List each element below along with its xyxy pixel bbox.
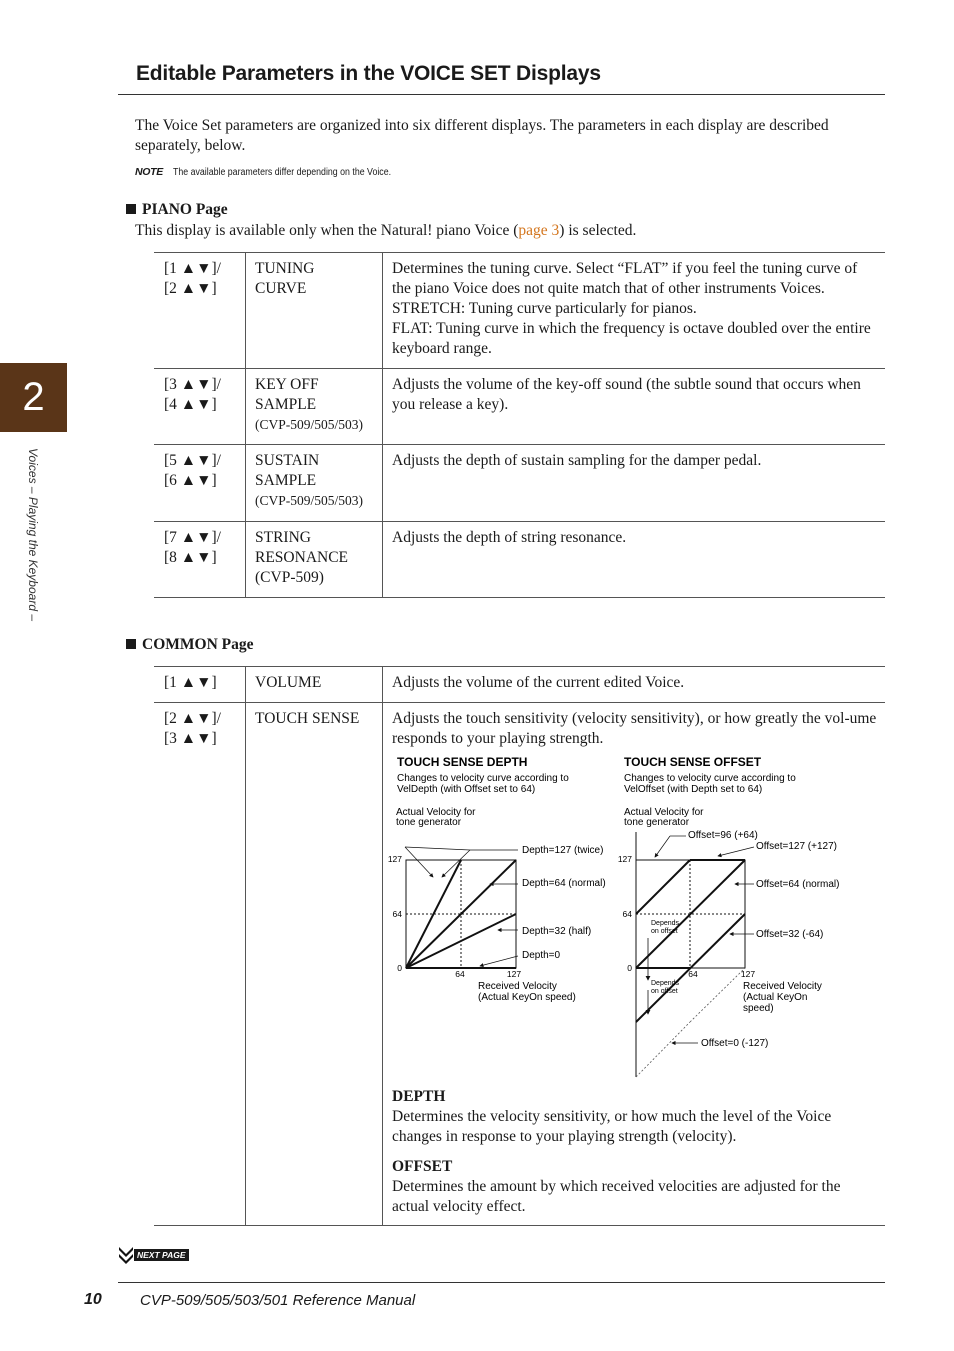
button-label: [8 ▲▼] [164,549,217,566]
offset-label: Offset=96 (+64) [688,830,758,841]
button-label: [6 ▲▼] [164,472,217,489]
offset-description: Determines the amount by which received velocities are adjusted for the actual velocity effect. [392,1178,841,1215]
piano-page-heading [126,201,228,219]
parameter-cell [246,253,383,369]
button-label: [2 ▲▼] [164,280,217,297]
depth-chart-subtitle: Changes to velocity curve according to [397,773,569,784]
piano-desc-text-end: ) is selected. [559,222,637,239]
button-cell [154,445,246,522]
parameter-name: TUNING [255,260,315,277]
offset-label: Offset=32 (-64) [756,929,824,940]
button-cell [154,703,246,1226]
offset-chart-subtitle: VelOffset (with Depth set to 64) [624,784,763,795]
button-label: [1 ▲▼] [154,667,246,703]
y-axis-label: Actual Velocity for [624,807,704,818]
description-text: Adjusts the touch sensitivity (velocity sensitivity), or how greatly the vol-ume responds to your playing strength. [392,710,877,747]
square-bullet-icon [126,204,136,214]
x-tick: 64 [455,969,465,979]
depth-heading: DEPTH [392,1088,446,1105]
x-axis-label: Received Velocity [478,981,557,992]
button-label: [7 ▲▼]/ [164,529,221,546]
button-label: [4 ▲▼] [164,396,217,413]
touch-sense-diagram [380,752,870,1082]
depends-note: on offset [651,988,678,995]
description-text: Adjusts the volume of the key-off sound (the subtle sound that occurs when you release a key). [392,376,861,413]
description-cell [383,522,886,598]
button-label: [5 ▲▼]/ [164,452,221,469]
x-axis-label: speed) [743,1003,774,1014]
x-axis-label: (Actual KeyOn speed) [478,992,576,1003]
description-text: Adjusts the volume of the current edited Voice. [383,667,886,703]
model-note: (CVP-509/505/503) [255,493,363,508]
x-axis-label: Received Velocity [743,981,822,992]
intro-paragraph: The Voice Set parameters are organized into six different displays. The parameters in each display are described separately, below. [135,117,829,154]
offset-label: Offset=127 (+127) [756,841,837,852]
description-text: Adjusts the depth of string resonance. [392,529,627,546]
chapter-side-title: Voices – Playing the Keyboard – [26,448,40,621]
common-heading-text: COMMON Page [142,636,254,653]
chapter-tab: 2 [0,363,67,432]
description-cell [383,369,886,445]
parameter-name: VOLUME [246,667,383,703]
next-page-label: NEXT PAGE [134,1249,189,1261]
parameter-name: SUSTAIN [255,452,320,469]
y-tick: 0 [627,963,632,973]
table-row [154,667,885,703]
depth-description: Determines the velocity sensitivity, or how much the level of the Voice changes in response to your playing strength (velocity). [392,1108,832,1145]
button-label: [2 ▲▼]/ [164,710,221,727]
page-title: Editable Parameters in the VOICE SET Displays [136,62,601,85]
x-tick: 64 [688,969,698,979]
depth-label: Depth=127 (twice) [522,845,604,856]
page-link[interactable]: page 3 [518,222,560,239]
piano-page-description [135,222,636,240]
y-axis-label: tone generator [396,817,462,828]
footer-divider [118,1282,885,1283]
piano-desc-text: This display is available only when the Natural! piano Voice ( [135,222,519,239]
note-text: The available parameters differ depending on the Voice. [172,167,392,178]
offset-chart-title: TOUCH SENSE OFFSET [624,755,762,769]
depth-chart-subtitle: VelDepth (with Offset set to 64) [397,784,536,795]
description-cell [383,253,886,369]
note-label: NOTE [135,166,163,178]
description-cell [383,445,886,522]
button-label: [3 ▲▼]/ [164,376,221,393]
next-page-marker[interactable] [118,1246,189,1266]
parameter-name: RESONANCE [255,549,349,566]
piano-parameter-table [154,252,885,598]
description-text: FLAT: Tuning curve in which the frequency is octave doubled over the entire keyboard range. [392,320,871,357]
description-text: Determines the tuning curve. Select “FLAT” if you feel the tuning curve of the piano Voice does not quite match that of other instruments Voices. [392,260,858,297]
y-tick: 0 [397,963,402,973]
x-tick: 127 [740,969,756,979]
square-bullet-icon [126,639,136,649]
depth-label: Depth=32 (half) [522,926,592,937]
button-label: [1 ▲▼]/ [164,260,221,277]
offset-chart [618,755,840,1077]
offset-chart-subtitle: Changes to velocity curve according to [624,773,796,784]
parameter-name: SAMPLE [255,472,317,489]
y-tick: 127 [387,854,402,864]
button-cell [154,522,246,598]
parameter-cell [246,445,383,522]
depends-note: Depends [651,920,680,927]
depends-note: Depends [651,980,680,987]
y-tick: 127 [617,854,632,864]
offset-heading: OFFSET [392,1158,453,1175]
parameter-cell [246,369,383,445]
depth-label: Depth=64 (normal) [522,878,606,889]
description-text: STRETCH: Tuning curve particularly for pianos. [392,300,697,317]
depends-note: on offset [651,928,678,935]
parameter-name: TOUCH SENSE [246,703,383,1226]
page-number: 10 [84,1291,102,1308]
title-divider [118,94,885,95]
parameter-name: SAMPLE [255,396,317,413]
model-note: (CVP-509) [255,569,324,586]
offset-label: Offset=0 (-127) [701,1038,769,1049]
depth-label: Depth=0 [522,950,561,961]
parameter-cell [246,522,383,598]
y-tick: 64 [392,909,402,919]
y-axis-label: tone generator [624,817,690,828]
model-note: (CVP-509/505/503) [255,417,363,432]
offset-label: Offset=64 (normal) [756,879,840,890]
button-cell [154,253,246,369]
button-label: [3 ▲▼] [164,730,217,747]
piano-heading-text: PIANO Page [142,201,228,218]
parameter-name: KEY OFF [255,376,319,393]
common-page-heading [126,636,253,654]
y-tick: 64 [622,909,632,919]
table-row [154,522,885,598]
x-axis-label: (Actual KeyOn [743,992,808,1003]
double-chevron-down-icon [118,1246,134,1266]
button-cell [154,369,246,445]
description-text: Adjusts the depth of sustain sampling for the damper pedal. [392,452,762,469]
table-row [154,369,885,445]
note [135,166,421,178]
parameter-name: STRING [255,529,311,546]
depth-chart [388,755,606,1003]
manual-title: CVP-509/505/503/501 Reference Manual [140,1292,416,1309]
table-row [154,253,885,369]
x-tick: 127 [506,969,522,979]
parameter-name: CURVE [255,280,307,297]
table-row [154,445,885,522]
y-axis-label: Actual Velocity for [396,807,476,818]
depth-chart-title: TOUCH SENSE DEPTH [397,755,528,769]
